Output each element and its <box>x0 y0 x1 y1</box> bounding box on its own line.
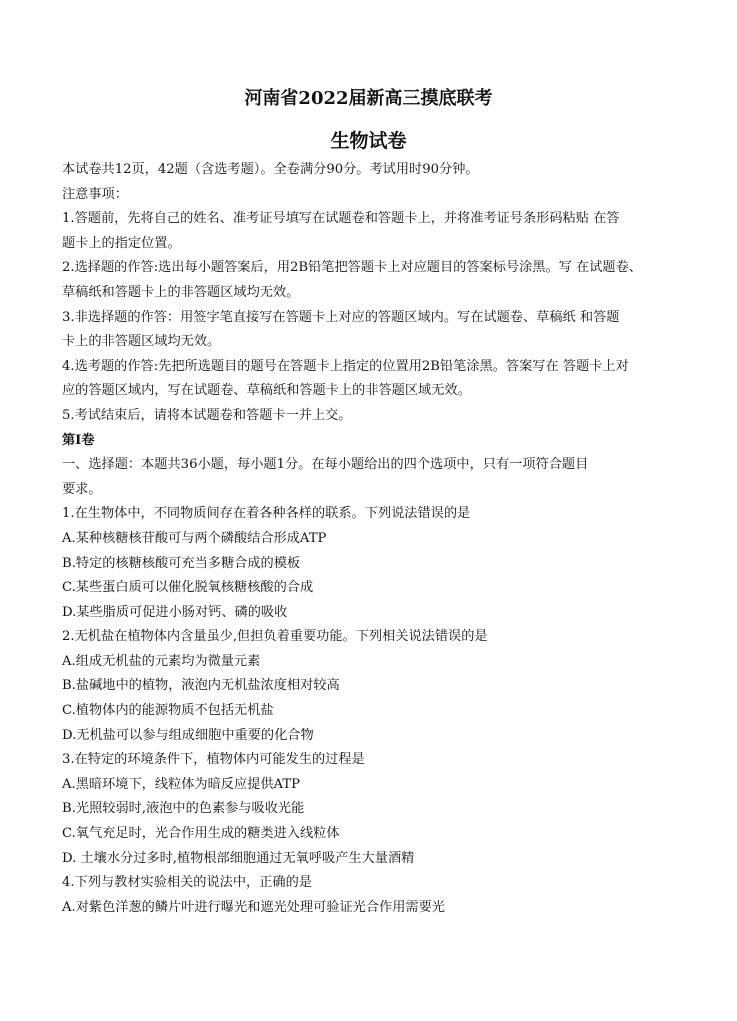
notice-item: 4.选考题的作答:先把所选题目的题号在答题卡上指定的位置用2B铅笔涂黑。答案写在 答题卡上对 <box>62 358 629 374</box>
exam-subtitle: 生物试卷 <box>330 130 407 152</box>
question-stem: 1.在生物体中，不同物质间存在着各种各样的联系。下列说法错误的是 <box>62 506 471 522</box>
exam-title: 河南省2022届新高三摸底联考 <box>244 88 493 109</box>
notice-item: 1.答题前，先将自己的姓名、准考证号填写在试题卷和答题卡上，并将准考证号条形码粘贴 在答 <box>62 211 620 227</box>
notice-item: 题卡上的指定位置。 <box>62 235 181 251</box>
question-option: C.某些蛋白质可以催化脱氧核糖核酸的合成 <box>62 580 314 596</box>
notice-item: 卡上的非答题区域均无效。 <box>62 334 221 350</box>
section-heading: 第I卷 <box>62 432 95 448</box>
question-option: A.对紫色洋葱的鳞片叶进行曝光和遮光处理可验证光合作用需要光 <box>62 899 445 915</box>
question-option: B.特定的核糖核酸可充当多糖合成的模板 <box>62 555 301 571</box>
question-option: D.某些脂质可促进小肠对钙、磷的吸收 <box>62 604 288 620</box>
question-option: D. 土壤水分过多时,植物根部细胞通过无氧呼吸产生大量酒精 <box>62 850 415 866</box>
notice-item: 2.选择题的作答:选出每小题答案后，用2B铅笔把答题卡上对应题目的答案标号涂黑。写 在试题卷、 <box>62 260 642 276</box>
question-option: A.某种核糖核苷酸可与两个磷酸结合形成ATP <box>62 530 327 546</box>
question-option: A.黑暗环境下，线粒体为暗反应提供ATP <box>62 776 300 792</box>
notice-item: 应的答题区域内，写在试题卷、草稿纸和答题卡上的非答题区域无效。 <box>62 383 471 399</box>
section-instruction: 要求。 <box>62 481 102 497</box>
notice-item: 5.考试结束后，请将本试题卷和答题卡一并上交。 <box>62 407 352 423</box>
section-instruction: 一、选择题：本题共36小题，每小题1分。在每小题给出的四个选项中，只有一项符合题目 <box>62 457 589 473</box>
question-option: C.氧气充足时，光合作用生成的糖类进入线粒体 <box>62 826 340 842</box>
exam-body <box>62 158 682 920</box>
question-stem: 4.下列与教材实验相关的说法中，正确的是 <box>62 875 312 891</box>
notice-item: 草稿纸和答题卡上的非答题区域均无效。 <box>62 284 300 300</box>
notice-item: 3.非选择题的作答：用签字笔直接写在答题卡上对应的答题区域内。写在试题卷、草稿纸 和答题 <box>62 309 620 325</box>
question-option: D.无机盐可以参与组成细胞中重要的化合物 <box>62 727 314 743</box>
notice-heading: 注意事项： <box>62 186 128 202</box>
question-option: A.组成无机盐的元素均为微量元素 <box>62 653 261 669</box>
question-option: B.盐碱地中的植物，液泡内无机盐浓度相对较高 <box>62 678 340 694</box>
question-option: B.光照较弱时,液泡中的色素参与吸收光能 <box>62 801 305 817</box>
intro-text: 本试卷共12页，42题（含选考题）。全卷满分90分。考试用时90分钟。 <box>62 162 479 177</box>
question-stem: 3.在特定的环境条件下，植物体内可能发生的过程是 <box>62 752 365 768</box>
question-stem: 2.无机盐在植物体内含量虽少,但担负着重要功能。下列相关说法错误的是 <box>62 629 488 645</box>
question-option: C.植物体内的能源物质不包括无机盐 <box>62 703 274 719</box>
